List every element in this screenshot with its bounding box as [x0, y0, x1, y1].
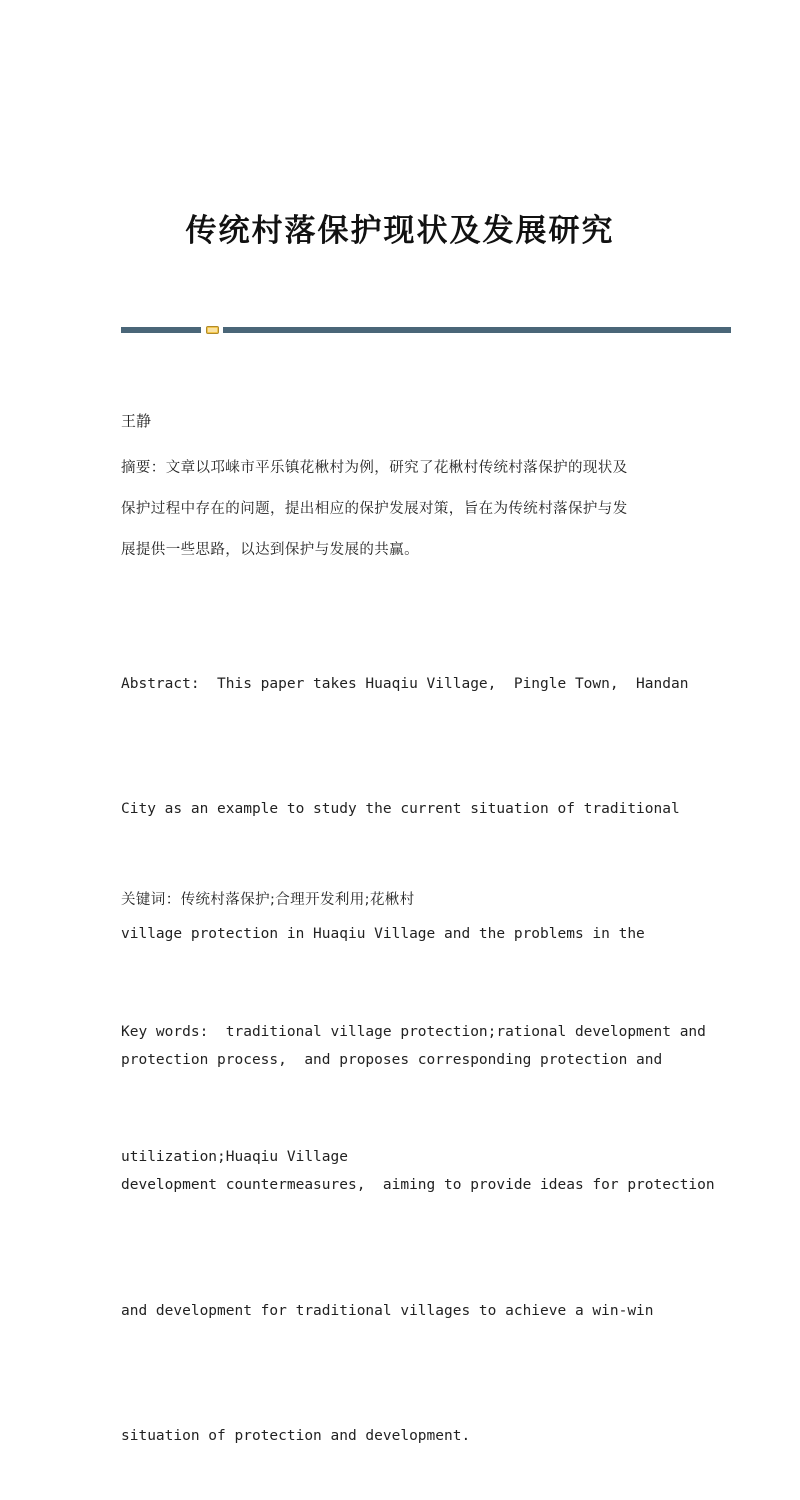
abstract-zh-line: 摘要：文章以邛崃市平乐镇花楸村为例，研究了花楸村传统村落保护的现状及	[121, 460, 628, 476]
abstract-en-line: City as an example to study the current situation of traditional	[121, 800, 680, 817]
author-name: 王静	[121, 412, 152, 430]
keywords-en-line: Key words: traditional village protection;rational development and	[121, 1023, 706, 1040]
divider-bar-left	[121, 327, 201, 333]
abstract-zh-line: 展提供一些思路，以达到保护与发展的共赢。	[121, 542, 419, 558]
keywords-zh	[121, 880, 681, 921]
abstract-en-line: village protection in Huaqiu Village and the problems in the	[121, 926, 645, 943]
abstract-en-line: situation of protection and development.	[121, 1427, 471, 1444]
page-title: 传统村落保护现状及发展研究	[185, 212, 615, 249]
abstract-zh-line: 保护过程中存在的问题，提出相应的保护发展对策，旨在为传统村落保护与发	[121, 501, 628, 517]
divider-bar-right	[223, 327, 731, 333]
abstract-en-line: and development for traditional villages to achieve a win-win	[121, 1302, 654, 1319]
keywords-en	[121, 928, 715, 1221]
divider-ornament-icon	[206, 325, 219, 335]
abstract-zh	[121, 448, 681, 571]
title-divider	[121, 325, 731, 335]
abstract-en-line: Abstract: This paper takes Huaqiu Village, Pingle Town, Handan	[121, 675, 689, 692]
abstract-en-line: development countermeasures, aiming to provide ideas for protection	[121, 1177, 715, 1194]
abstract-en-line: protection process, and proposes corresponding protection and	[121, 1051, 663, 1068]
keywords-zh-line: 关键词：传统村落保护;合理开发利用;花楸村	[121, 892, 415, 908]
keywords-en-line: utilization;Huaqiu Village	[121, 1148, 348, 1165]
